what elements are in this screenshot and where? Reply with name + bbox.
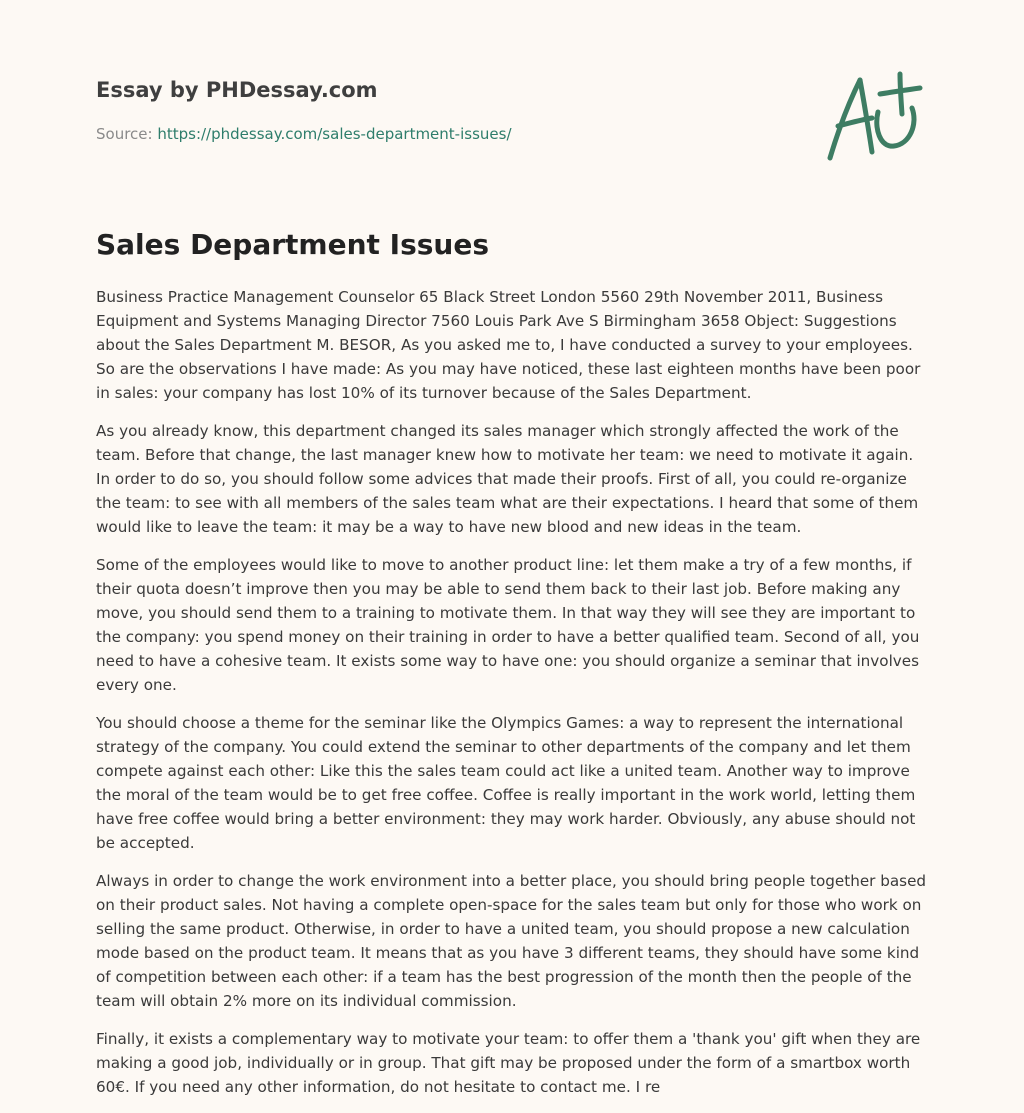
a-plus-grade-icon <box>822 68 926 164</box>
essay-body <box>96 285 930 1113</box>
essay-title: Sales Department Issues <box>96 228 489 261</box>
brand-title: Essay by PHDessay.com <box>96 78 378 102</box>
essay-paragraph: As you already know, this department changed its sales manager which strongly affected the work of the team. Before that change, the last manager knew how to motivate her team: we need to motivate it again. In order to do so, you should follow some advices that made their proofs. First of all, you could re-organize the team: to see with all members of the sales team what are their expectations. I heard that some of them would like to leave the team: it may be a way to have new blood and new ideas in the team. <box>96 422 919 536</box>
source-link[interactable]: https://phdessay.com/sales-department-issues/ <box>157 125 512 143</box>
source-line <box>96 124 796 144</box>
essay-paragraph: Always in order to change the work environment into a better place, you should bring people together based on their product sales. Not having a complete open-space for the sales team but only for those who work on selling the same product. Otherwise, in order to have a united team, you should propose a new calculation mode based on the product team. It means that as you have 3 different teams, they should have some kind of competition between each other: if a team has the best progression of the month then the people of the team will obtain 2% more on its individual commission. <box>96 872 927 1010</box>
essay-paragraph: You should choose a theme for the seminar like the Olympics Games: a way to represent the international strategy of the company. You could extend the seminar to other departments of the company and let them compete against each other: Like this the sales team could act like a united team. Another way to improve the moral of the team would be to get free coffee. Coffee is really important in the work world, letting them have free coffee would bring a better environment: they may work harder. Obviously, any abuse should not be accepted. <box>96 714 916 852</box>
essay-paragraph: Finally, it exists a complementary way to motivate your team: to offer them a 'thank you' gift when they are making a good job, individually or in group. That gift may be proposed under the form of a smartbox worth 60€. If you need any other information, do not hesitate to contact me. I re <box>96 1030 921 1096</box>
essay-paragraph: Business Practice Management Counselor 65 Black Street London 5560 29th November 2011, Business Equipment and Systems Managing Director 7560 Louis Park Ave S Birmingham 3658 Object: Suggestions about the Sales Department M. BESOR, As you asked me to, I have conducted a survey to your employees. So are the observations I have made: As you may have noticed, these last eighteen months have been poor in sales: your company has lost 10% of its turnover because of the Sales Department. <box>96 288 921 402</box>
essay-header <box>96 76 796 144</box>
essay-paragraph: Some of the employees would like to move to another product line: let them make a try of a few months, if their quota doesn’t improve then you may be able to send them back to their last job. Before making any move, you should send them to a training to motivate them. In that way they will see they are important to the company: you spend money on their training in order to have a better qualified team. Second of all, you need to have a cohesive team. It exists some way to have one: you should organize a seminar that involves every one. <box>96 556 920 694</box>
source-label: Source: <box>96 125 158 143</box>
